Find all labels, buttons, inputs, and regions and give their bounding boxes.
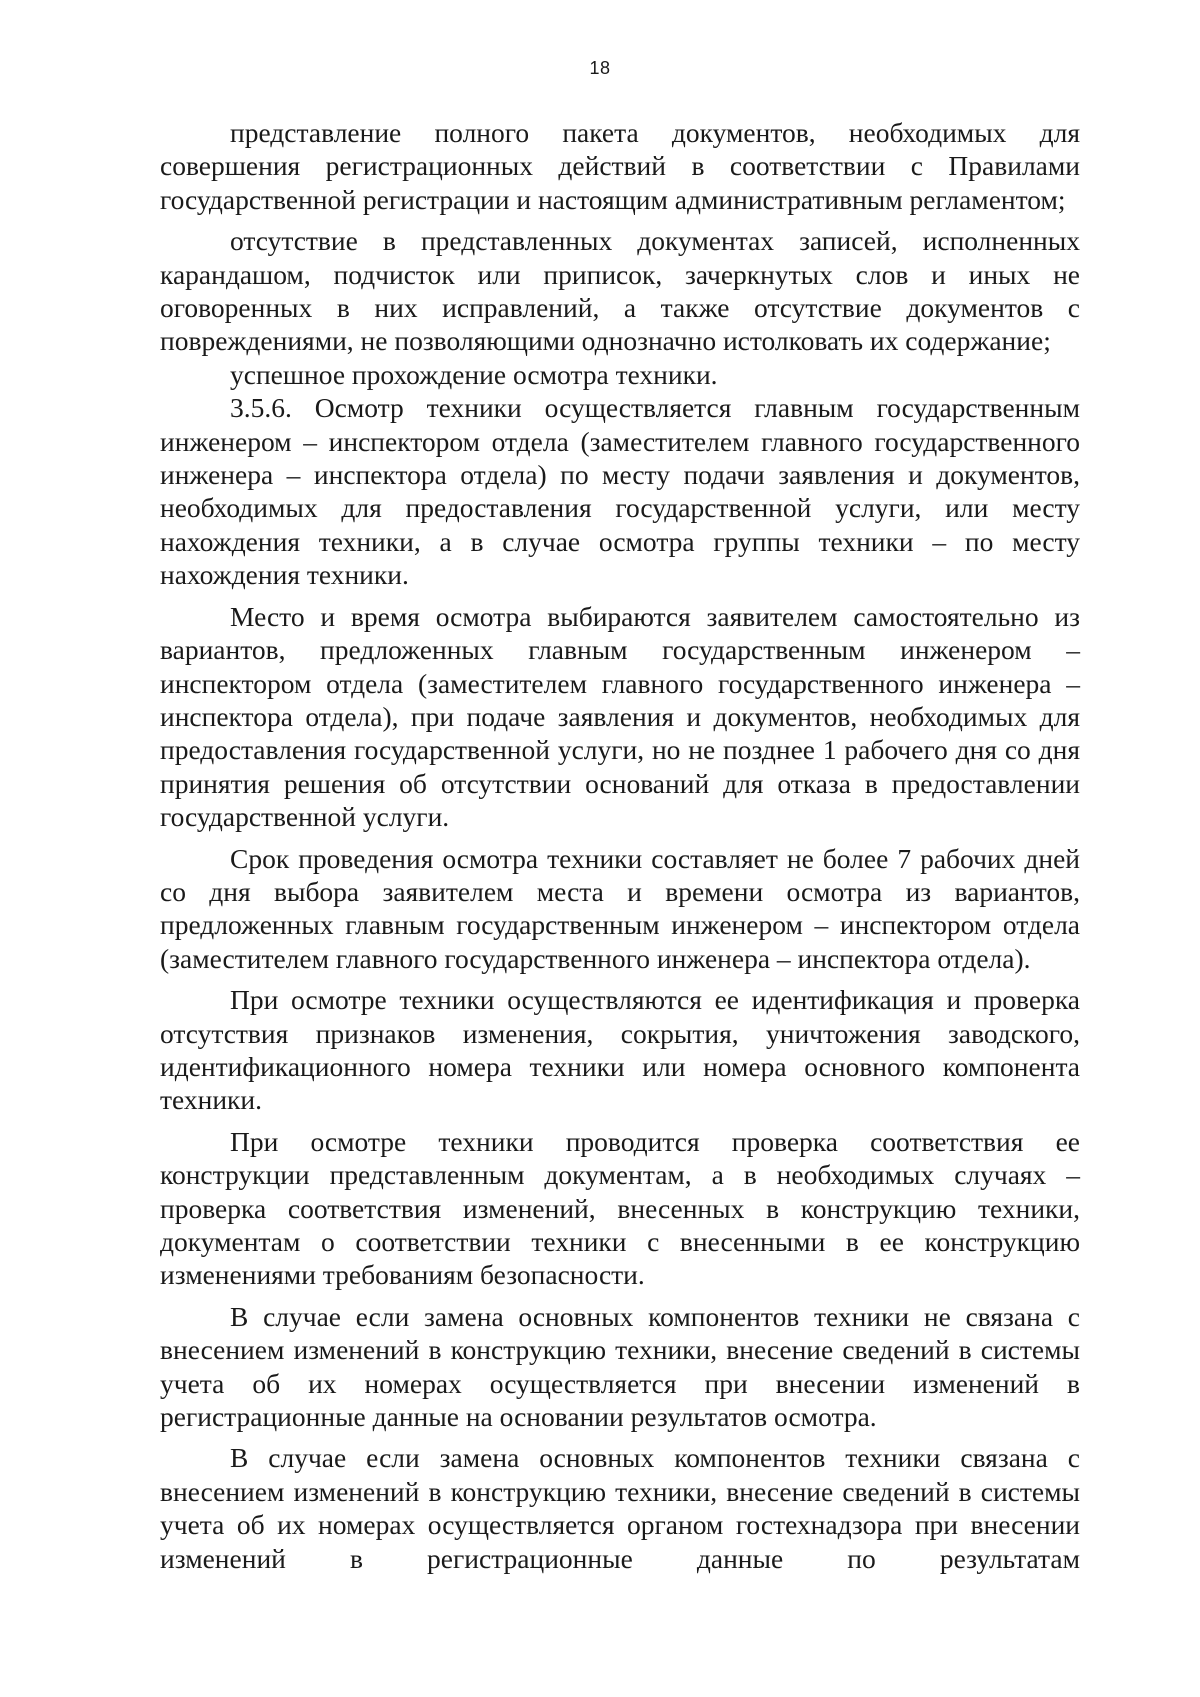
paragraph-documents-package: представление полного пакета документов, необходимых для совершения регистрационных действий в соответствии с Правилами государственной регистрации и настоящим административным регламентом; — [160, 117, 1080, 215]
paragraph-3-5-6: 3.5.6. Осмотр техники осуществляется главным государственным инженером – инспектором отдела (заместителем главного государственного инженера – инспектора отдела) по месту подачи заявления и документов, необходимых для предоставления государственной услуги, или месту нахождения техники, а в случае осмотра группы техники – по месту нахождения техники. — [160, 392, 1080, 591]
paragraph-place-and-time: Место и время осмотра выбираются заявителем самостоятельно из вариантов, предложенных главным государственным инженером – инспектором отдела (заместителем главного государственного инженера – инспектора отдела), при подаче заявления и документов, необходимых для предоставления государственной услуги, но не позднее 1 рабочего дня со дня принятия решения об отсутствии оснований для отказа в предоставлении государственной услуги. — [160, 600, 1080, 833]
paragraph-identification: При осмотре техники осуществляются ее идентификация и проверка отсутствия признаков изменения, сокрытия, уничтожения заводского, идентификационного номера техники или номера основного компонента техники. — [160, 984, 1080, 1116]
paragraph-replacement-related: В случае если замена основных компонентов техники связана с внесением изменений в конструкцию техники, внесение сведений в системы учета об их номерах осуществляется органом гостехнадзора при внесении изменений в регистрационные данные по результатам — [160, 1442, 1080, 1574]
paragraph-replacement-not-related: В случае если замена основных компонентов техники не связана с внесением изменений в конструкцию техники, внесение сведений в системы учета об их номерах осуществляется при внесении изменений в регистрационные данные на основании результатов осмотра. — [160, 1300, 1080, 1433]
paragraph-inspection-term: Срок проведения осмотра техники составляет не более 7 рабочих дней со дня выбора заявителем места и времени осмотра из вариантов, предложенных главным государственным инженером – инспектором отдела (заместителем главного государственного инженера – инспектора отдела). — [160, 842, 1080, 974]
paragraph-no-corrections: отсутствие в представленных документах записей, исполненных карандашом, подчисток или приписок, зачеркнутых слов и иных не оговоренных в них исправлений, а также отсутствие документов с повреждениями, не позволяющими однозначно истолковать их содержание; — [160, 225, 1080, 357]
paragraph-construction-check: При осмотре техники проводится проверка соответствия ее конструкции представленным документам, а в необходимых случаях – проверка соответствия изменений, внесенных в конструкцию техники, документам о соответствии техники с внесенными в ее конструкцию изменениями требованиям безопасности. — [160, 1125, 1080, 1291]
document-body — [160, 116, 1080, 1575]
page-number: 18 — [589, 58, 611, 78]
paragraph-inspection-passed: успешное прохождение осмотра техники. — [230, 358, 718, 390]
